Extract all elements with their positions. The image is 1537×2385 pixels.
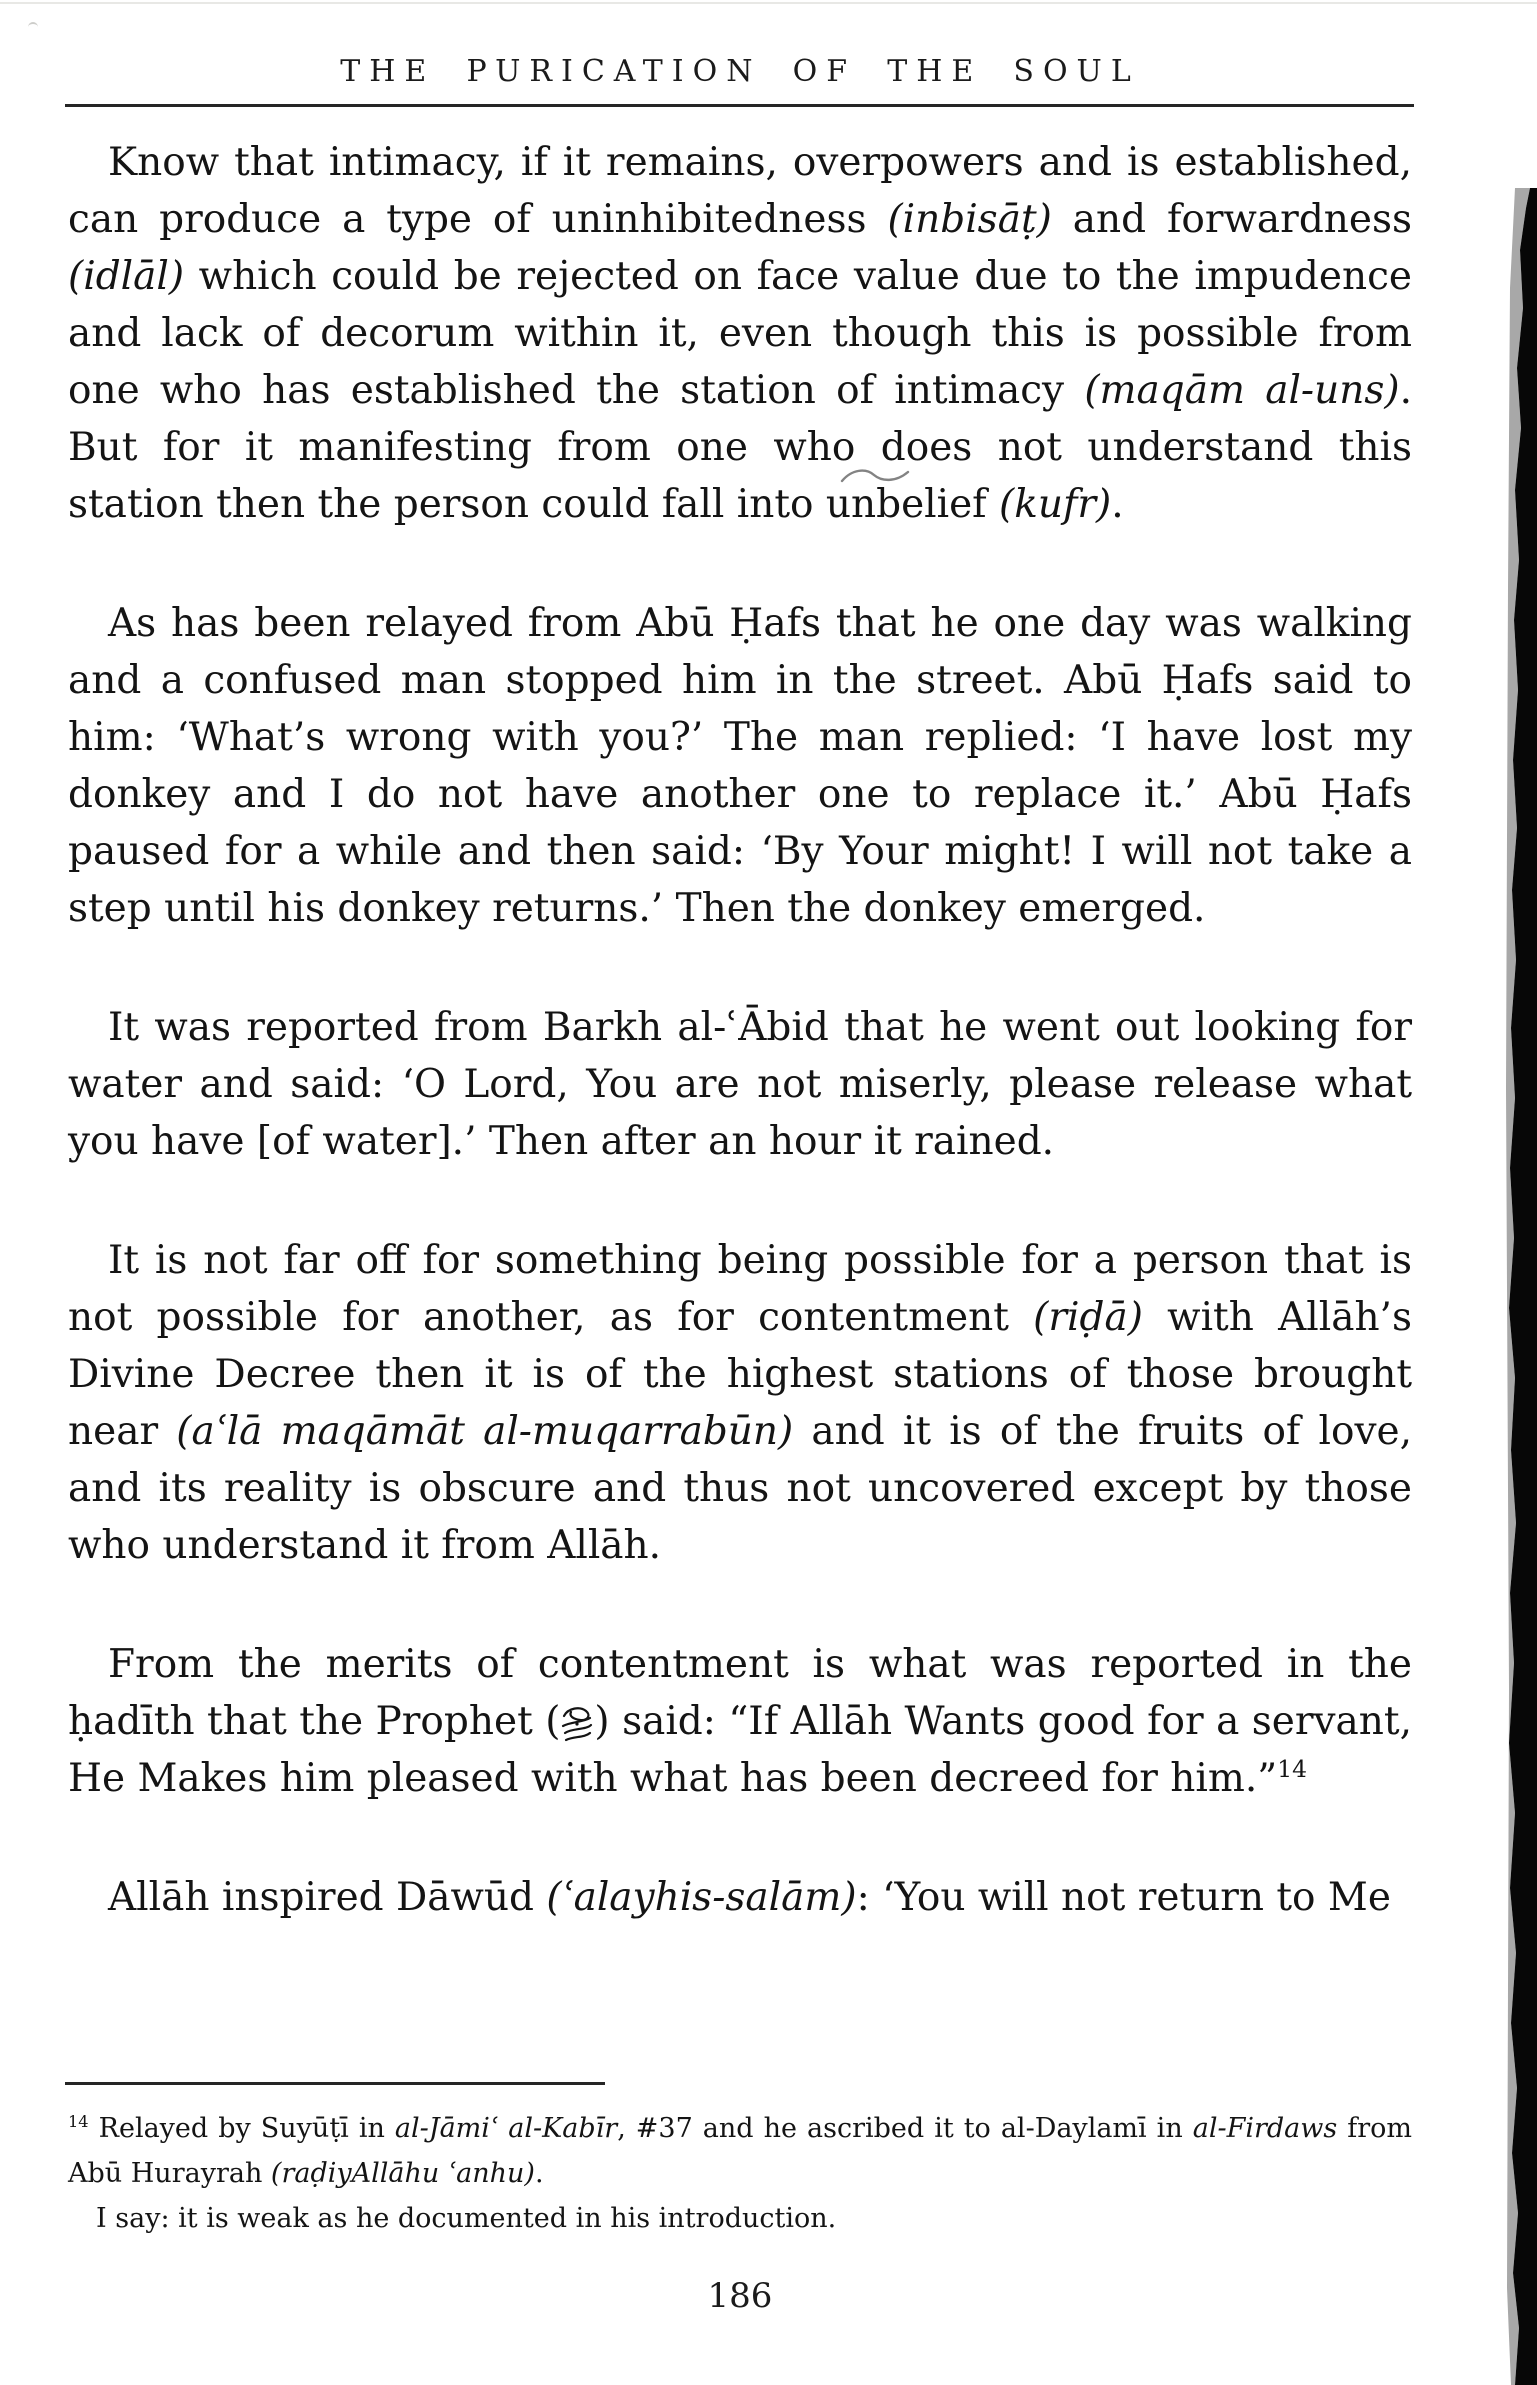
text-run: . But for it manifesting from one who does not understand this station then the person could fall into unbelief (68, 368, 1412, 527)
header-rule (65, 104, 1414, 107)
paragraph-1 (68, 134, 1412, 533)
text-run: Relayed by Suyūṭī in (88, 2113, 395, 2144)
text-run: and it is of the fruits of love, and its reality is obscure and thus not uncovered except by those who understand it from Allāh. (68, 1409, 1412, 1568)
paragraph-2 (68, 595, 1412, 937)
scan-edge-line (0, 2, 1537, 4)
book-gutter-shadow (1505, 188, 1537, 2385)
paragraph-5 (68, 1636, 1412, 1807)
footnote (68, 2106, 1412, 2241)
text-run: Allāh inspired Dāwūd (108, 1875, 547, 1920)
text-run: Know that intimacy, if it remains, overpowers and is established, can produce a type of uninhibitedness (68, 140, 1412, 242)
transliteration: al-Firdaws (1192, 2113, 1338, 2144)
text-run: : ‘You will not return to Me (856, 1875, 1391, 1920)
text-run: from Abū Hurayrah (68, 2113, 1413, 2189)
text-run: I say: it is weak as he documented in his introduction. (96, 2203, 837, 2234)
paragraph-4 (68, 1232, 1412, 1574)
text-run: From the merits of contentment is what was reported in the ḥadīth that the Prophet ( (68, 1642, 1412, 1744)
transliteration: (ʿalayhis-salām) (546, 1875, 857, 1920)
text-run: . (534, 2158, 544, 2189)
text-run: ) said: “If Allāh Wants good for a servant, He Makes him pleased with what has been decreed for him.” (68, 1699, 1412, 1801)
transliteration: (riḍā) (1033, 1295, 1143, 1340)
transliteration: (aʿlā maqāmāt al-muqarrabūn) (176, 1409, 794, 1454)
text-run: which could be rejected on face value due to the impudence and lack of decorum within it, even though this is possible from one who has established the station of intimacy (68, 254, 1412, 413)
text-run: It was reported from Barkh al-ʿĀbid that he went out looking for water and said: ‘O Lord, You are not miserly, please release what you have [of water].’ Then after an hour it rained. (68, 1005, 1412, 1164)
scan-artifact-mark (840, 466, 910, 488)
paragraph-6 (68, 1869, 1412, 1926)
footnote-reference: 14 (68, 2112, 89, 2131)
text-run: It is not far off for something being possible for a person that is not possible for another, as for contentment (68, 1238, 1412, 1340)
transliteration: (raḍiyAllāhu ʿanhu) (270, 2158, 535, 2189)
transliteration: (kufr) (999, 482, 1112, 527)
text-run: and forwardness (1051, 197, 1413, 242)
transliteration: (inbisāṭ) (887, 197, 1052, 242)
page-number: 186 (707, 2276, 773, 2316)
scan-speck (28, 22, 38, 32)
text-run: , #37 and he ascribed it to al-Daylamī in (617, 2113, 1193, 2144)
footnote-reference: 14 (1277, 1755, 1307, 1783)
running-head: THE PURICATION OF THE SOUL (340, 54, 1140, 89)
transliteration: al-Jāmiʿ al-Kabīr (394, 2113, 618, 2144)
sallallahu-alayhi-wa-sallam-icon (560, 1704, 594, 1744)
footnote-paragraph-1 (68, 2106, 1412, 2196)
footnote-paragraph-2 (68, 2196, 1412, 2241)
text-run: with Allāh’s Divine Decree then it is of the highest stations of those brought near (68, 1295, 1412, 1454)
text-run: As has been relayed from Abū Ḥafs that he one day was walking and a confused man stopped him in the street. Abū Ḥafs said to him: ‘What’s wrong with you?’ The man replied: ‘I have lost my donkey and I do not have another one to replace it.’ Abū Ḥafs paused for a while and then said: ‘By Your might! I will not take a step until his donkey returns.’ Then the donkey emerged. (68, 601, 1412, 931)
transliteration: (maqām al-uns) (1084, 368, 1400, 413)
paragraph-3 (68, 999, 1412, 1170)
transliteration: (idlāl) (68, 254, 185, 299)
text-run: . (1111, 482, 1124, 527)
footnote-rule (65, 2082, 605, 2085)
body-text (68, 134, 1412, 1926)
